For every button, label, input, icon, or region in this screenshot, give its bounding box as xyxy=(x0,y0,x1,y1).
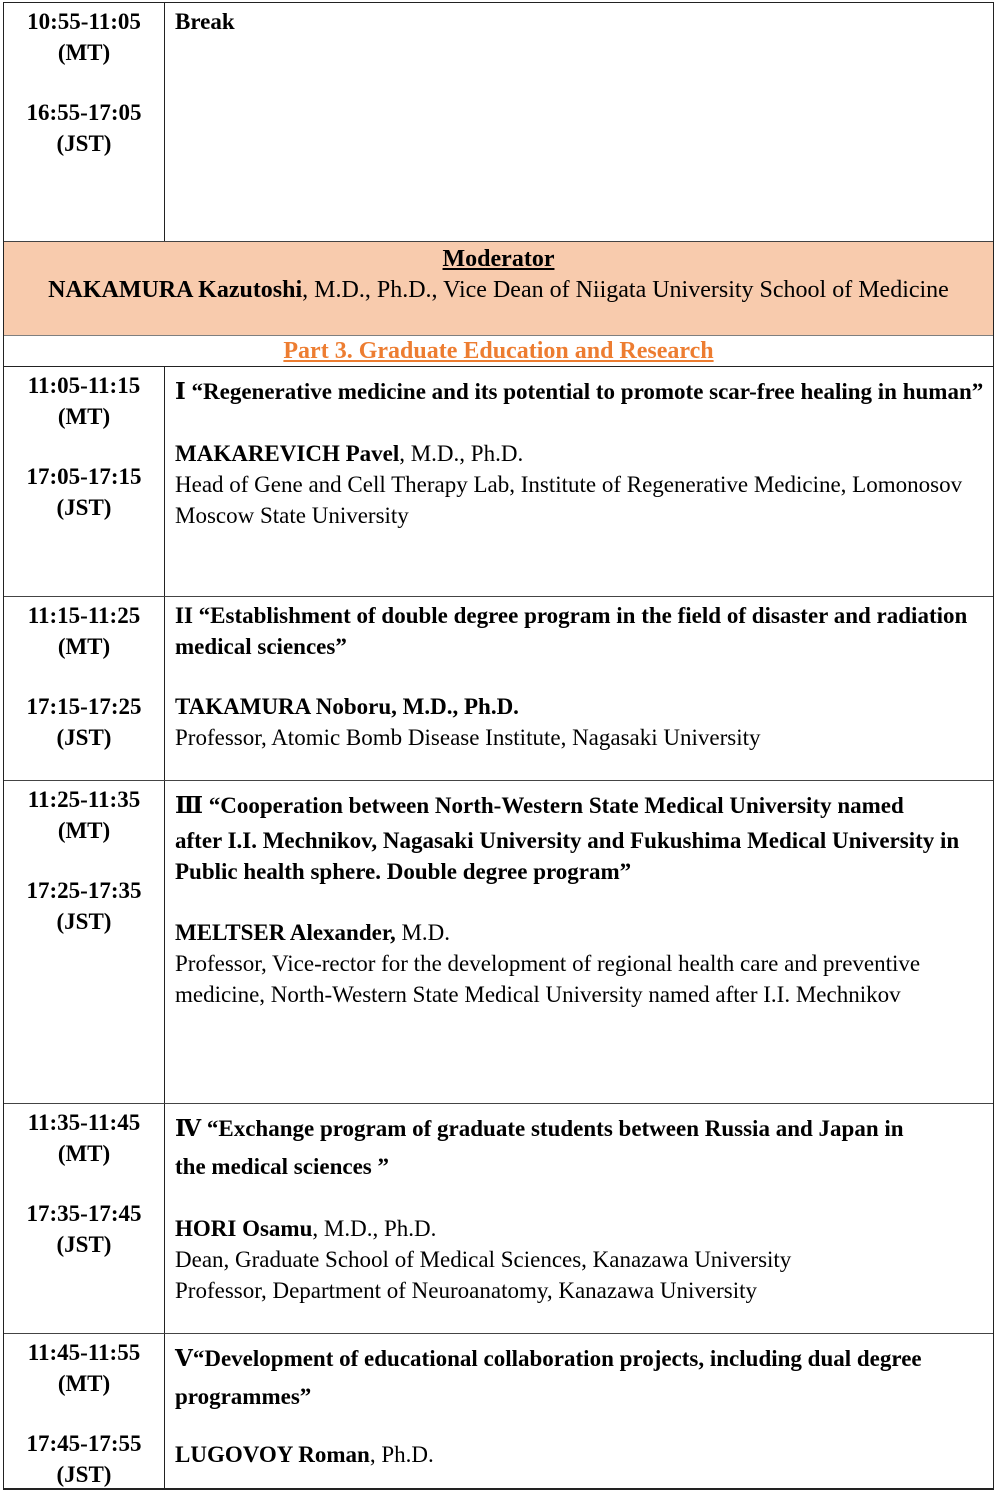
session-numeral: II xyxy=(175,603,193,628)
time-mt: 11:05-11:15 xyxy=(27,373,141,398)
speaker-line xyxy=(175,438,985,469)
time-jst: 17:45-17:55 xyxy=(26,1431,142,1456)
content-cell xyxy=(165,597,993,780)
content-cell xyxy=(165,367,993,596)
time-cell xyxy=(4,1104,165,1333)
speaker-degree: , Ph.D. xyxy=(369,1442,434,1467)
time-mt: 11:45-11:55 xyxy=(27,1340,141,1365)
content-cell xyxy=(165,781,993,1103)
time-jst-label: (JST) xyxy=(56,495,112,520)
speaker-affiliation: Dean, Graduate School of Medical Sciences, Kanazawa University xyxy=(175,1247,792,1272)
session-title xyxy=(175,1340,985,1416)
time-cell xyxy=(4,3,165,241)
speaker-name: LUGOVOY Roman xyxy=(175,1442,370,1467)
part-heading-row xyxy=(4,336,993,367)
speaker-degree: M.D. xyxy=(395,920,451,945)
session-numeral: Ⅰ xyxy=(175,379,186,404)
session-title xyxy=(175,600,985,662)
time-mt-label: (MT) xyxy=(57,1141,111,1166)
speaker-affiliation: Professor, Vice-rector for the development of regional health care and preventive medicine, North-Western State Medical University named after I.I. Mechnikov xyxy=(175,951,921,1007)
speaker-name: MELTSER Alexander, xyxy=(175,920,396,945)
time-mt: 11:25-11:35 xyxy=(27,787,141,812)
session-title-text: “Cooperation between North-Western State Medical University named xyxy=(203,793,904,818)
time-mt: 11:15-11:25 xyxy=(27,603,141,628)
time-mt-label: (MT) xyxy=(57,40,111,65)
moderator-name: NAKAMURA Kazutoshi xyxy=(48,277,303,303)
session-title-text: “Exchange program of graduate students between Russia and Japan in the medical sciences ” xyxy=(175,1116,904,1179)
session-title-text: “Regenerative medicine and its potential to promote scar-free healing in human” xyxy=(185,379,984,404)
break-title: Break xyxy=(175,9,235,34)
speaker-line xyxy=(175,917,985,948)
speaker-name: MAKAREVICH Pavel xyxy=(175,441,400,466)
time-mt-label: (MT) xyxy=(57,818,111,843)
part-heading: Part 3. Graduate Education and Research xyxy=(283,338,714,364)
session-title xyxy=(175,1110,985,1186)
session-row xyxy=(4,597,993,781)
session-title-text: after I.I. Mechnikov, Nagasaki University and Fukushima Medical University in Public health sphere. Double degree program” xyxy=(175,828,960,884)
speaker-degree: , M.D., Ph.D. xyxy=(312,1216,437,1241)
speaker-line xyxy=(175,1439,985,1470)
session-title-text: “Development of educational collaboration projects, including dual degree programmes” xyxy=(175,1346,922,1409)
content-cell xyxy=(165,3,993,241)
time-jst: 17:25-17:35 xyxy=(26,878,142,903)
break-row xyxy=(4,3,993,242)
time-jst: 17:35-17:45 xyxy=(26,1201,142,1226)
session-title-text: “Establishment of double degree program in the field of disaster and radiation medical sciences” xyxy=(175,603,968,659)
time-jst-label: (JST) xyxy=(56,725,112,750)
time-jst: 16:55-17:05 xyxy=(26,100,142,125)
speaker-affiliation: Head of Gene and Cell Therapy Lab, Institute of Regenerative Medicine, Lomonosov Moscow State University xyxy=(175,472,963,528)
session-title xyxy=(175,373,985,411)
moderator-details: , M.D., Ph.D., Vice Dean of Niigata University School of Medicine xyxy=(302,277,949,303)
speaker-name: TAKAMURA Noboru, M.D., Ph.D. xyxy=(175,694,519,719)
content-cell xyxy=(165,1334,993,1488)
time-jst: 17:15-17:25 xyxy=(26,694,142,719)
session-numeral: Ⅲ xyxy=(175,793,204,818)
time-cell xyxy=(4,781,165,1103)
speaker-name: HORI Osamu xyxy=(175,1216,313,1241)
speaker-line xyxy=(175,691,985,722)
moderator-heading: Moderator xyxy=(442,246,555,272)
program-table xyxy=(3,2,994,1490)
time-jst-label: (JST) xyxy=(56,1462,112,1487)
time-jst-label: (JST) xyxy=(56,1232,112,1257)
time-mt: 11:35-11:45 xyxy=(27,1110,141,1135)
speaker-affiliation: Professor, Department of Neuroanatomy, Kanazawa University xyxy=(175,1278,757,1303)
session-row xyxy=(4,1334,993,1488)
session-numeral: Ⅴ xyxy=(175,1346,193,1371)
time-cell xyxy=(4,367,165,596)
session-numeral: Ⅳ xyxy=(175,1116,202,1141)
session-row xyxy=(4,367,993,597)
time-mt: 10:55-11:05 xyxy=(27,9,141,34)
time-jst-label: (JST) xyxy=(56,909,112,934)
session-title-continued xyxy=(175,825,985,887)
speaker-affiliation: Professor, Atomic Bomb Disease Institute, Nagasaki University xyxy=(175,725,761,750)
time-mt-label: (MT) xyxy=(57,1371,111,1396)
time-jst-label: (JST) xyxy=(56,131,112,156)
time-cell xyxy=(4,597,165,780)
session-title xyxy=(175,787,985,825)
time-cell xyxy=(4,1334,165,1488)
session-row xyxy=(4,1104,993,1334)
time-mt-label: (MT) xyxy=(57,404,111,429)
time-mt-label: (MT) xyxy=(57,634,111,659)
speaker-line xyxy=(175,1213,985,1244)
speaker-degree: , M.D., Ph.D. xyxy=(399,441,524,466)
time-jst: 17:05-17:15 xyxy=(26,464,142,489)
content-cell xyxy=(165,1104,993,1333)
session-row xyxy=(4,781,993,1104)
moderator-row xyxy=(4,242,993,336)
